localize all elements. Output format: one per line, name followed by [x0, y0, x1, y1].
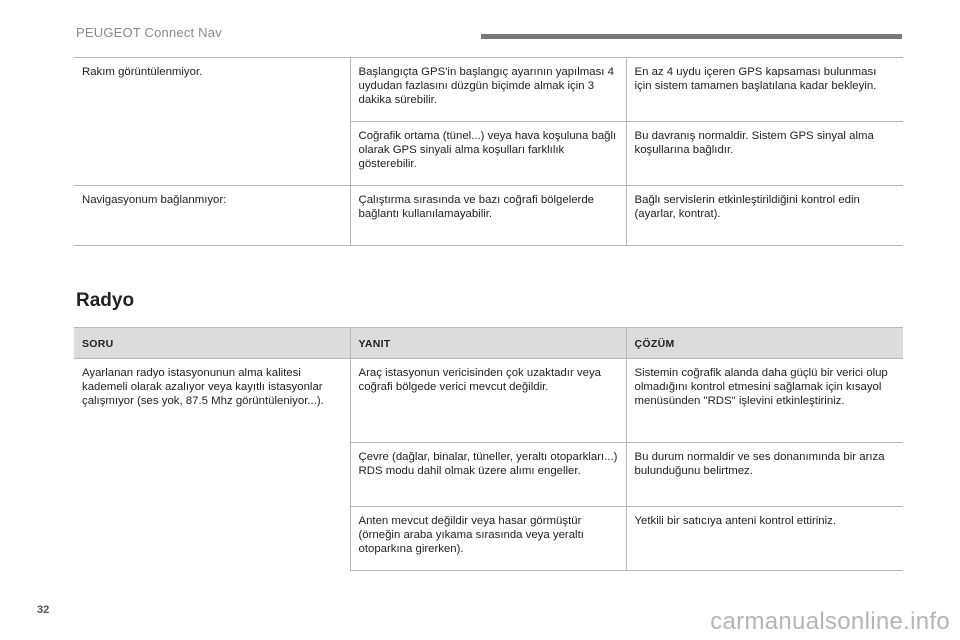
- table-row: [74, 58, 903, 122]
- solution-cell: Bu davranış normaldir. Sistem GPS sinyal alma koşullarına bağlıdır.: [626, 122, 903, 186]
- question-cell: Navigasyonum bağlanmıyor:: [74, 186, 350, 246]
- document-header-title: PEUGEOT Connect Nav: [76, 25, 222, 40]
- gps-troubleshooting-table: [74, 57, 903, 246]
- table-header-row: [74, 328, 903, 359]
- question-cell: Rakım görüntülenmiyor.: [74, 58, 350, 186]
- answer-cell: Çevre (dağlar, binalar, tüneller, yeraltı otoparkları...) RDS modu dahil olmak üzere alımı engeller.: [350, 443, 626, 507]
- answer-cell: Anten mevcut değildir veya hasar görmüştür (örneğin araba yıkama sırasında veya yeraltı otoparkına girerken).: [350, 507, 626, 571]
- solution-cell: Sistemin coğrafik alanda daha güçlü bir verici olup olmadığını kontrol etmesini sağlamak için kısayol menüsünden "RDS" işlevini etkinleştiriniz.: [626, 359, 903, 443]
- column-header-answer: YANIT: [350, 328, 626, 359]
- answer-cell: Coğrafik ortama (tünel...) veya hava koşuluna bağlı olarak GPS sinyali alma koşulları farklılık gösterebilir.: [350, 122, 626, 186]
- watermark: carmanualsonline.info: [710, 608, 950, 635]
- solution-cell: Bağlı servislerin etkinleştirildiğini kontrol edin (ayarlar, kontrat).: [626, 186, 903, 246]
- answer-cell: Araç istasyonun vericisinden çok uzaktadır veya coğrafi bölgede verici mevcut değildir.: [350, 359, 626, 443]
- section-title-radio: Radyo: [76, 290, 135, 311]
- column-header-solution: ÇÖZÜM: [626, 328, 903, 359]
- answer-cell: Başlangıçta GPS'in başlangıç ayarının yapılması 4 uydudan fazlasını düzgün biçimde almak için 3 dakika sürebilir.: [350, 58, 626, 122]
- table-row: [74, 359, 903, 443]
- header-divider-bar: [481, 34, 902, 39]
- page-number: 32: [37, 604, 50, 616]
- column-header-question: SORU: [74, 328, 350, 359]
- radio-troubleshooting-table: [74, 327, 903, 571]
- solution-cell: En az 4 uydu içeren GPS kapsaması bulunması için sistem tamamen başlatılana kadar bekleyin.: [626, 58, 903, 122]
- answer-cell: Çalıştırma sırasında ve bazı coğrafi bölgelerde bağlantı kullanılamayabilir.: [350, 186, 626, 246]
- table-row: [74, 186, 903, 246]
- question-cell: Ayarlanan radyo istasyonunun alma kalitesi kademeli olarak azalıyor veya kayıtlı istasyonlar çalışmıyor (ses yok, 87.5 Mhz görüntüleniyor...).: [74, 359, 350, 571]
- solution-cell: Yetkili bir satıcıya anteni kontrol ettiriniz.: [626, 507, 903, 571]
- solution-cell: Bu durum normaldir ve ses donanımında bir arıza bulunduğunu belirtmez.: [626, 443, 903, 507]
